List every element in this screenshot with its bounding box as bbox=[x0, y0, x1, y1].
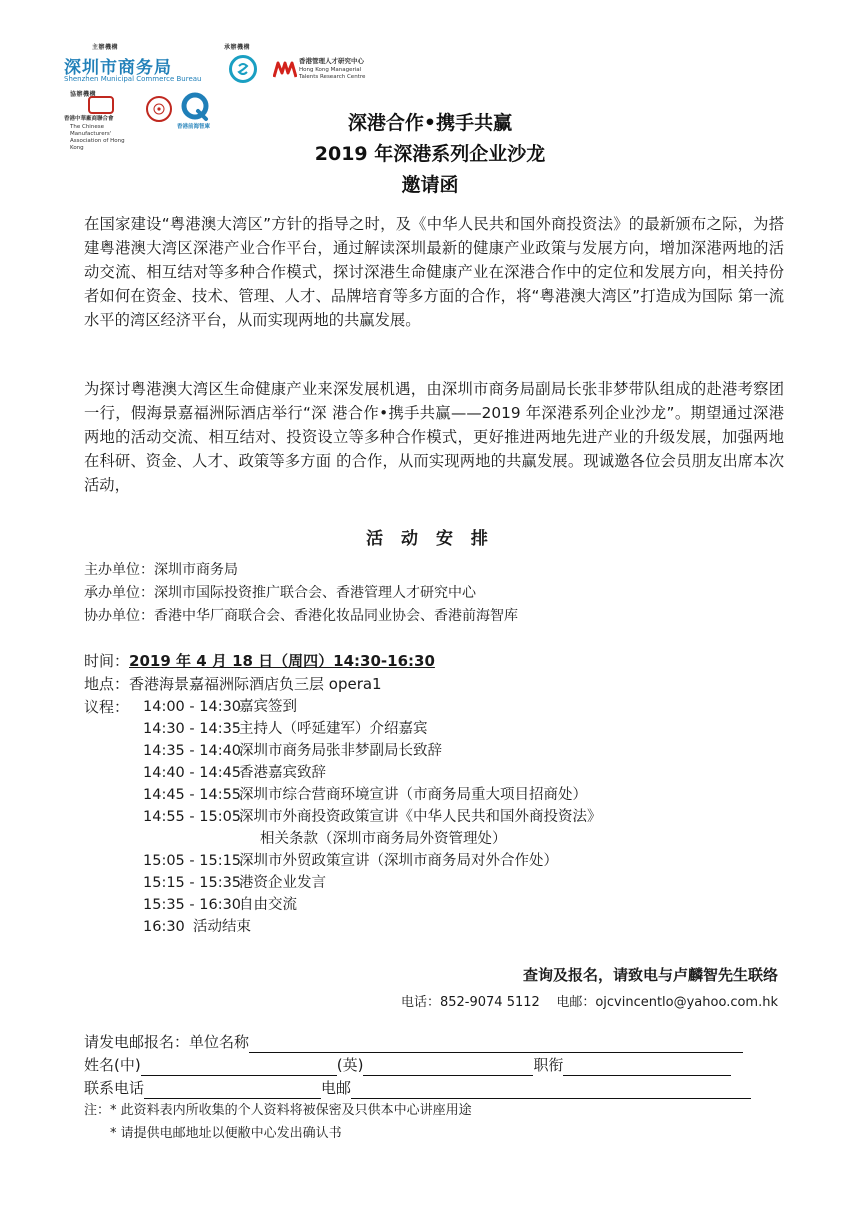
cma-logo-subtitle: The Chinese Manufacturers' Association of Hong Kong bbox=[70, 124, 125, 151]
time-label: 时间： bbox=[84, 652, 130, 670]
hk-talent-logo-icon bbox=[273, 60, 297, 78]
commerce-bureau-logo-subtitle: Shenzhen Municipal Commerce Bureau bbox=[64, 75, 202, 83]
agenda-label: 议程： bbox=[84, 698, 130, 716]
event-time bbox=[84, 650, 435, 672]
agenda-item: 深圳市综合营商环境宣讲（市商务局重大项目招商处） bbox=[239, 787, 587, 803]
organizer-line: 主办单位：深圳市商务局 bbox=[84, 562, 238, 578]
agenda-row bbox=[143, 763, 326, 785]
agenda-time: 14:55 - 15:05 bbox=[143, 809, 242, 825]
form-row-contact bbox=[84, 1077, 751, 1099]
agenda-item: 港资企业发言 bbox=[239, 875, 326, 891]
agenda-row bbox=[143, 807, 602, 829]
agenda-item: 活动结束 bbox=[193, 919, 251, 935]
agenda-row bbox=[143, 741, 442, 763]
name-cn-field[interactable] bbox=[141, 1059, 337, 1076]
hk-talent-logo-text: 香港管理人才研究中心 bbox=[299, 57, 364, 65]
contact-title: 查询及报名，请致电与卢麟智先生联络 bbox=[522, 966, 778, 984]
time-value: 2019 年 4 月 18 日（周四）14:30-16:30 bbox=[129, 652, 435, 670]
note-email: * 请提供电邮地址以便敝中心发出确认书 bbox=[110, 1126, 342, 1141]
intro-paragraph-1: 在国家建设“粤港澳大湾区”方针的指导之时，及《中华人民共和国外商投资法》的最新颁布之际，为搭建粤港澳大湾区深港产业合作平台，通过解读深圳最新的健康产业政策与发展方向，增加深港两地的活动交流、相互结对等多种合作模式，探讨深港生命健康产业在深港合作中的定位和发展方向，相关持份者如何在资金、技术、管理、人才、品牌培育等多方面的合作，将“粤港澳大湾区”打造成为国际 第一流水平的湾区经济平台，从而实现两地的共赢发展。 bbox=[84, 215, 784, 329]
form-row-company bbox=[84, 1031, 743, 1053]
email-label: 电邮 bbox=[321, 1079, 352, 1097]
company-field[interactable] bbox=[249, 1036, 743, 1053]
agenda-item: 嘉宾签到 bbox=[239, 699, 297, 715]
headline-invitation: 邀请函 bbox=[401, 174, 459, 196]
agenda-time: 14:30 - 14:35 bbox=[143, 721, 242, 737]
hk-talent-logo-subtitle: Hong Kong Managerial Talents Research Centre bbox=[299, 67, 366, 80]
event-venue: 地点：香港海景嘉福洲际酒店负三层 opera1 bbox=[84, 675, 382, 693]
agenda-time: 14:45 - 14:55 bbox=[143, 787, 242, 803]
qianhai-logo-text: 香港前海智庫 bbox=[177, 124, 211, 130]
agenda-time: 16:30 bbox=[143, 919, 185, 935]
commerce-bureau-logo-text: 深圳市商务局 bbox=[64, 58, 172, 78]
agenda-row bbox=[143, 719, 428, 741]
note-privacy: * 此资料表内所收集的个人资料将被保密及只供本中心讲座用途 bbox=[110, 1103, 472, 1118]
coorganizer-line: 协办单位：香港中华厂商联合会、香港化妆品同业协会、香港前海智库 bbox=[84, 608, 518, 624]
notes-line-1 bbox=[84, 1100, 472, 1122]
agenda-row bbox=[143, 917, 251, 939]
name-en-field[interactable] bbox=[363, 1059, 533, 1076]
schedule-title: 活 动 安 排 bbox=[366, 529, 494, 549]
organizer-caption: 主辦機構 bbox=[92, 44, 119, 51]
name-en-label: (英) bbox=[336, 1056, 364, 1074]
host-caption: 承辦機構 bbox=[224, 44, 251, 51]
agenda-row bbox=[143, 785, 587, 807]
agenda-item: 香港嘉宾致辞 bbox=[239, 765, 326, 781]
agenda-time: 15:35 - 16:30 bbox=[143, 897, 242, 913]
agenda-item: 深圳市外商投资政策宣讲《中华人民共和国外商投资法》 bbox=[239, 809, 602, 825]
job-title-label: 职衔 bbox=[533, 1056, 564, 1074]
agenda-row bbox=[143, 873, 326, 895]
agenda-row bbox=[143, 895, 297, 917]
contact-email: 电邮：ojcvincentlo@yahoo.com.hk bbox=[556, 995, 778, 1010]
agenda-time: 14:00 - 14:30 bbox=[143, 699, 242, 715]
notes-prefix: 注： bbox=[84, 1103, 111, 1118]
form-row-name bbox=[84, 1054, 731, 1076]
intro-paragraph-2: 为探讨粤港澳大湾区生命健康产业来深发展机遇，由深圳市商务局副局长张非梦带队组成的赴港考察团一行，假海景嘉福洲际酒店举行“深 港合作•携手共赢——2019 年深港系列企业沙龙”。期望通过深港两地的活动交流、相互结对、投资设立等多种合作模式，更好推进两地先进产业的升级发展，加强两地在科研、资金、人才、政策等多方面 的合作，从而实现两地的共赢发展。现诚邀各位会员朋友出席本次活动， bbox=[84, 380, 784, 494]
agenda-time: 15:05 - 15:15 bbox=[143, 853, 242, 869]
agenda-item: 深圳市商务局张非梦副局长致辞 bbox=[239, 743, 442, 759]
agenda-row bbox=[143, 851, 558, 873]
headline-event: 2019 年深港系列企业沙龙 bbox=[314, 143, 546, 165]
agenda-item: 主持人（呼延建军）介绍嘉宾 bbox=[239, 721, 428, 737]
tel-label: 联系电话 bbox=[84, 1079, 145, 1097]
contact-phone: 电话：852-9074 5112 bbox=[400, 995, 540, 1010]
agenda-row-continuation: 相关条款（深圳市商务局外资管理处） bbox=[260, 831, 507, 847]
agenda-time: 14:40 - 14:45 bbox=[143, 765, 242, 781]
tel-field[interactable] bbox=[144, 1082, 321, 1099]
agenda-item: 深圳市外贸政策宣讲（深圳市商务局对外合作处） bbox=[239, 853, 558, 869]
agenda-item: 自由交流 bbox=[239, 897, 297, 913]
headline-slogan: 深港合作•携手共赢 bbox=[347, 112, 513, 134]
job-title-field[interactable] bbox=[563, 1059, 731, 1076]
contact-info bbox=[401, 991, 778, 1010]
coorganizer-caption: 協辦機構 bbox=[70, 91, 97, 98]
company-label: 请发电邮报名：单位名称 bbox=[84, 1033, 250, 1051]
agenda-row bbox=[143, 697, 297, 719]
email-field[interactable] bbox=[351, 1082, 751, 1099]
host-line: 承办单位：深圳市国际投资推广联合会、香港管理人才研究中心 bbox=[84, 585, 476, 601]
agenda-time: 15:15 - 15:35 bbox=[143, 875, 242, 891]
agenda-time: 14:35 - 14:40 bbox=[143, 743, 242, 759]
cma-logo-text: 香港中華廠商聯合會 bbox=[64, 116, 114, 122]
name-cn-label: 姓名(中) bbox=[84, 1056, 141, 1074]
investment-federation-logo-icon bbox=[229, 55, 257, 83]
